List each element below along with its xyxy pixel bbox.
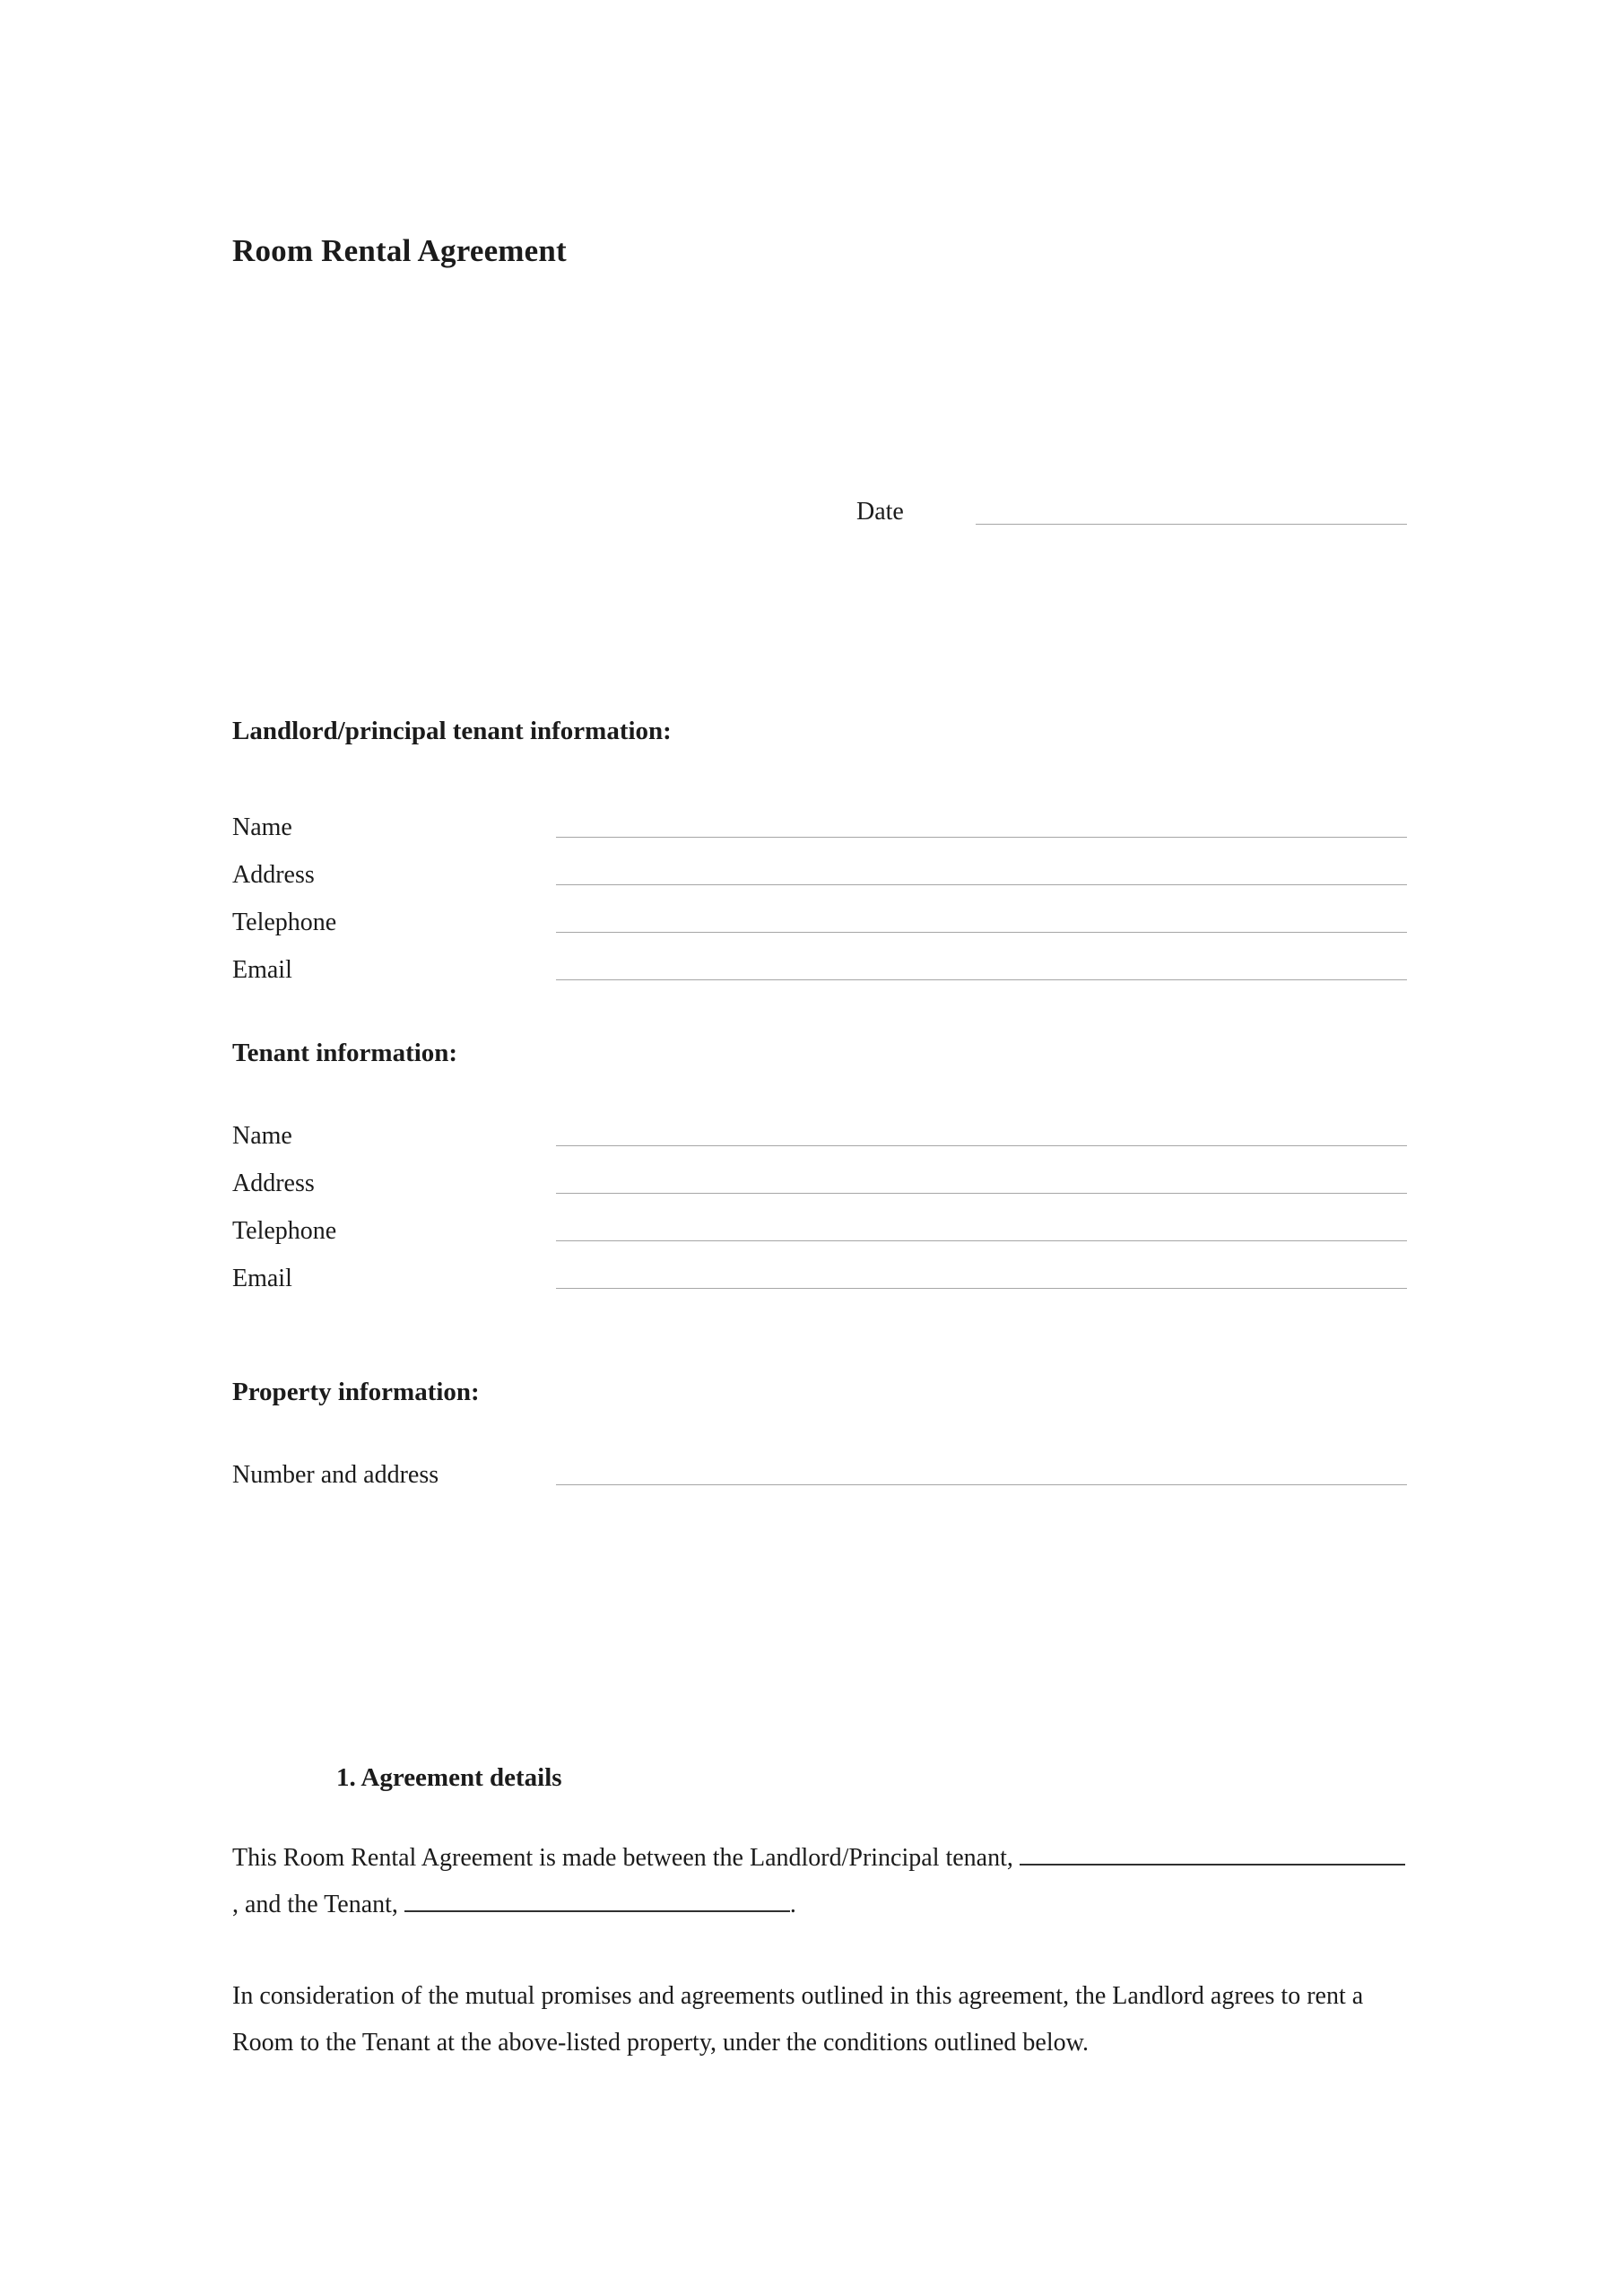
agreement-consideration-paragraph: In consideration of the mutual promises and agreements outlined in this agreement, the Landlord agrees to rent a Room to the Tenant at the above-listed property, under the conditions outlined below. bbox=[232, 1982, 1364, 2057]
tenant-telephone-label: Telephone bbox=[232, 1217, 337, 1245]
landlord-address-label: Address bbox=[232, 861, 315, 889]
field-row-property-number-address bbox=[232, 1444, 1407, 1492]
landlord-email-label: Email bbox=[232, 956, 292, 984]
landlord-email-input-line[interactable] bbox=[556, 979, 1407, 980]
field-row-tenant-address bbox=[232, 1152, 1407, 1200]
intro-text-part2: , and the Tenant, bbox=[232, 1891, 398, 1918]
field-row-landlord-address bbox=[232, 844, 1407, 891]
landlord-fields bbox=[232, 796, 1407, 987]
tenant-section-heading: Tenant information: bbox=[232, 1039, 458, 1067]
tenant-telephone-input-line[interactable] bbox=[556, 1240, 1407, 1241]
tenant-fields bbox=[232, 1105, 1407, 1295]
landlord-section-heading: Landlord/principal tenant information: bbox=[232, 717, 672, 745]
document-title: Room Rental Agreement bbox=[232, 233, 567, 268]
landlord-telephone-label: Telephone bbox=[232, 909, 337, 936]
date-input-line[interactable] bbox=[976, 524, 1407, 525]
landlord-telephone-input-line[interactable] bbox=[556, 932, 1407, 933]
date-label: Date bbox=[856, 498, 904, 526]
intro-text-part1: This Room Rental Agreement is made between the Landlord/Principal tenant, bbox=[232, 1844, 1013, 1872]
tenant-name-blank[interactable] bbox=[404, 1885, 790, 1912]
property-fields bbox=[232, 1444, 1407, 1492]
date-field-row bbox=[232, 494, 1407, 530]
field-row-tenant-email bbox=[232, 1248, 1407, 1295]
agreement-intro-paragraph bbox=[232, 1835, 1407, 1928]
landlord-name-input-line[interactable] bbox=[556, 837, 1407, 838]
field-row-tenant-name bbox=[232, 1105, 1407, 1152]
property-number-address-label: Number and address bbox=[232, 1461, 439, 1489]
field-row-tenant-telephone bbox=[232, 1200, 1407, 1248]
landlord-name-blank[interactable] bbox=[1020, 1839, 1405, 1866]
tenant-email-input-line[interactable] bbox=[556, 1288, 1407, 1289]
tenant-name-label: Name bbox=[232, 1122, 292, 1150]
tenant-email-label: Email bbox=[232, 1265, 292, 1292]
landlord-name-label: Name bbox=[232, 813, 292, 841]
intro-text-part3: . bbox=[789, 1891, 796, 1918]
property-number-address-input-line[interactable] bbox=[556, 1484, 1407, 1485]
field-row-landlord-email bbox=[232, 939, 1407, 987]
field-row-landlord-name bbox=[232, 796, 1407, 844]
landlord-address-input-line[interactable] bbox=[556, 884, 1407, 885]
field-row-landlord-telephone bbox=[232, 891, 1407, 939]
tenant-address-label: Address bbox=[232, 1170, 315, 1197]
tenant-name-input-line[interactable] bbox=[556, 1145, 1407, 1146]
property-section-heading: Property information: bbox=[232, 1378, 480, 1406]
tenant-address-input-line[interactable] bbox=[556, 1193, 1407, 1194]
agreement-details-heading: 1. Agreement details bbox=[336, 1763, 562, 1792]
